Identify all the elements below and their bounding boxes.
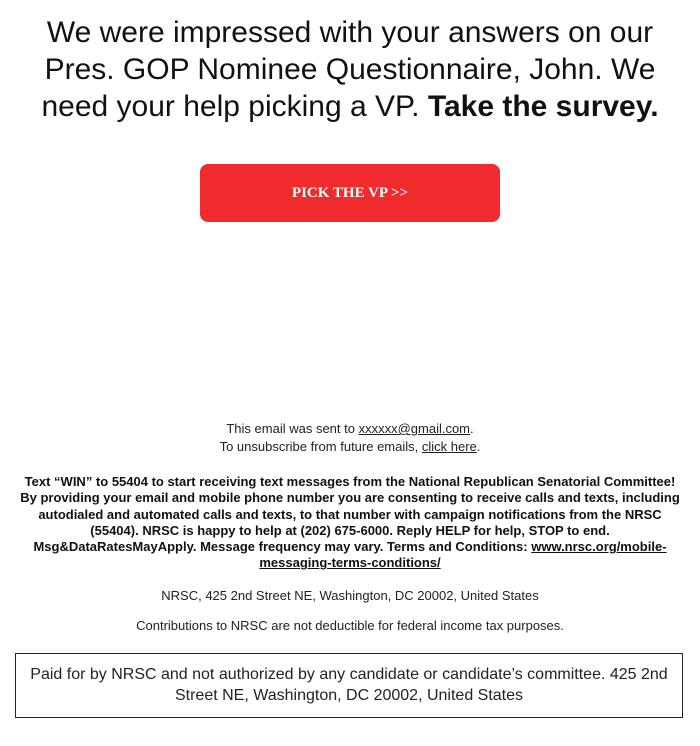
terms-conditions-link[interactable]: www.nrsc.org/mobile-messaging-terms-conditions/ — [259, 539, 667, 571]
unsubscribe-link[interactable]: click here — [421, 439, 477, 454]
footer — [18, 420, 682, 635]
headline-text: We were impressed with your answers on our Pres. GOP Nominee Questionnaire, John. We need your help picking a VP. — [41, 16, 656, 123]
sent-to-prefix: This email was sent to — [226, 421, 359, 436]
unsubscribe-line — [18, 438, 682, 456]
sms-consent-body: Text “WIN” to 55404 to start receiving text messages from the National Republican Senatorial Committee! By providing your email and mobile phone number you are consenting to receive calls and texts, including autodialed and automated calls and texts, to that number with campaign notifications from the NRSC (55404). NRSC is happy to help at (202) 675-6000. Reply HELP for help, STOP to end. Msg&DataRatesMayApply. Message frequency may vary. Terms and Conditions: — [20, 474, 680, 555]
mailing-address: NRSC, 425 2nd Street NE, Washington, DC 20002, United States — [161, 587, 539, 603]
paid-for-disclaimer-box — [15, 653, 683, 718]
sms-consent-text — [18, 474, 682, 572]
headline-survey-callout: Take the survey. — [427, 90, 659, 123]
headline — [20, 14, 680, 125]
sent-to-line — [18, 420, 682, 438]
sent-to-suffix: . — [470, 421, 474, 436]
paid-for-disclaimer-text: Paid for by NRSC and not authorized by any candidate or candidate’s committee. 425 2nd Street NE, Washington, DC 20002, United States — [30, 666, 668, 704]
recipient-email-link[interactable]: xxxxxx@gmail.com — [358, 421, 471, 436]
unsubscribe-suffix: . — [476, 439, 481, 454]
pick-the-vp-button[interactable]: PICK THE VP >> — [200, 164, 500, 222]
unsubscribe-prefix: To unsubscribe from future emails, — [219, 439, 422, 454]
contributions-notice: Contributions to NRSC are not deductible for federal income tax purposes. — [136, 617, 564, 633]
cta-container — [200, 164, 500, 222]
